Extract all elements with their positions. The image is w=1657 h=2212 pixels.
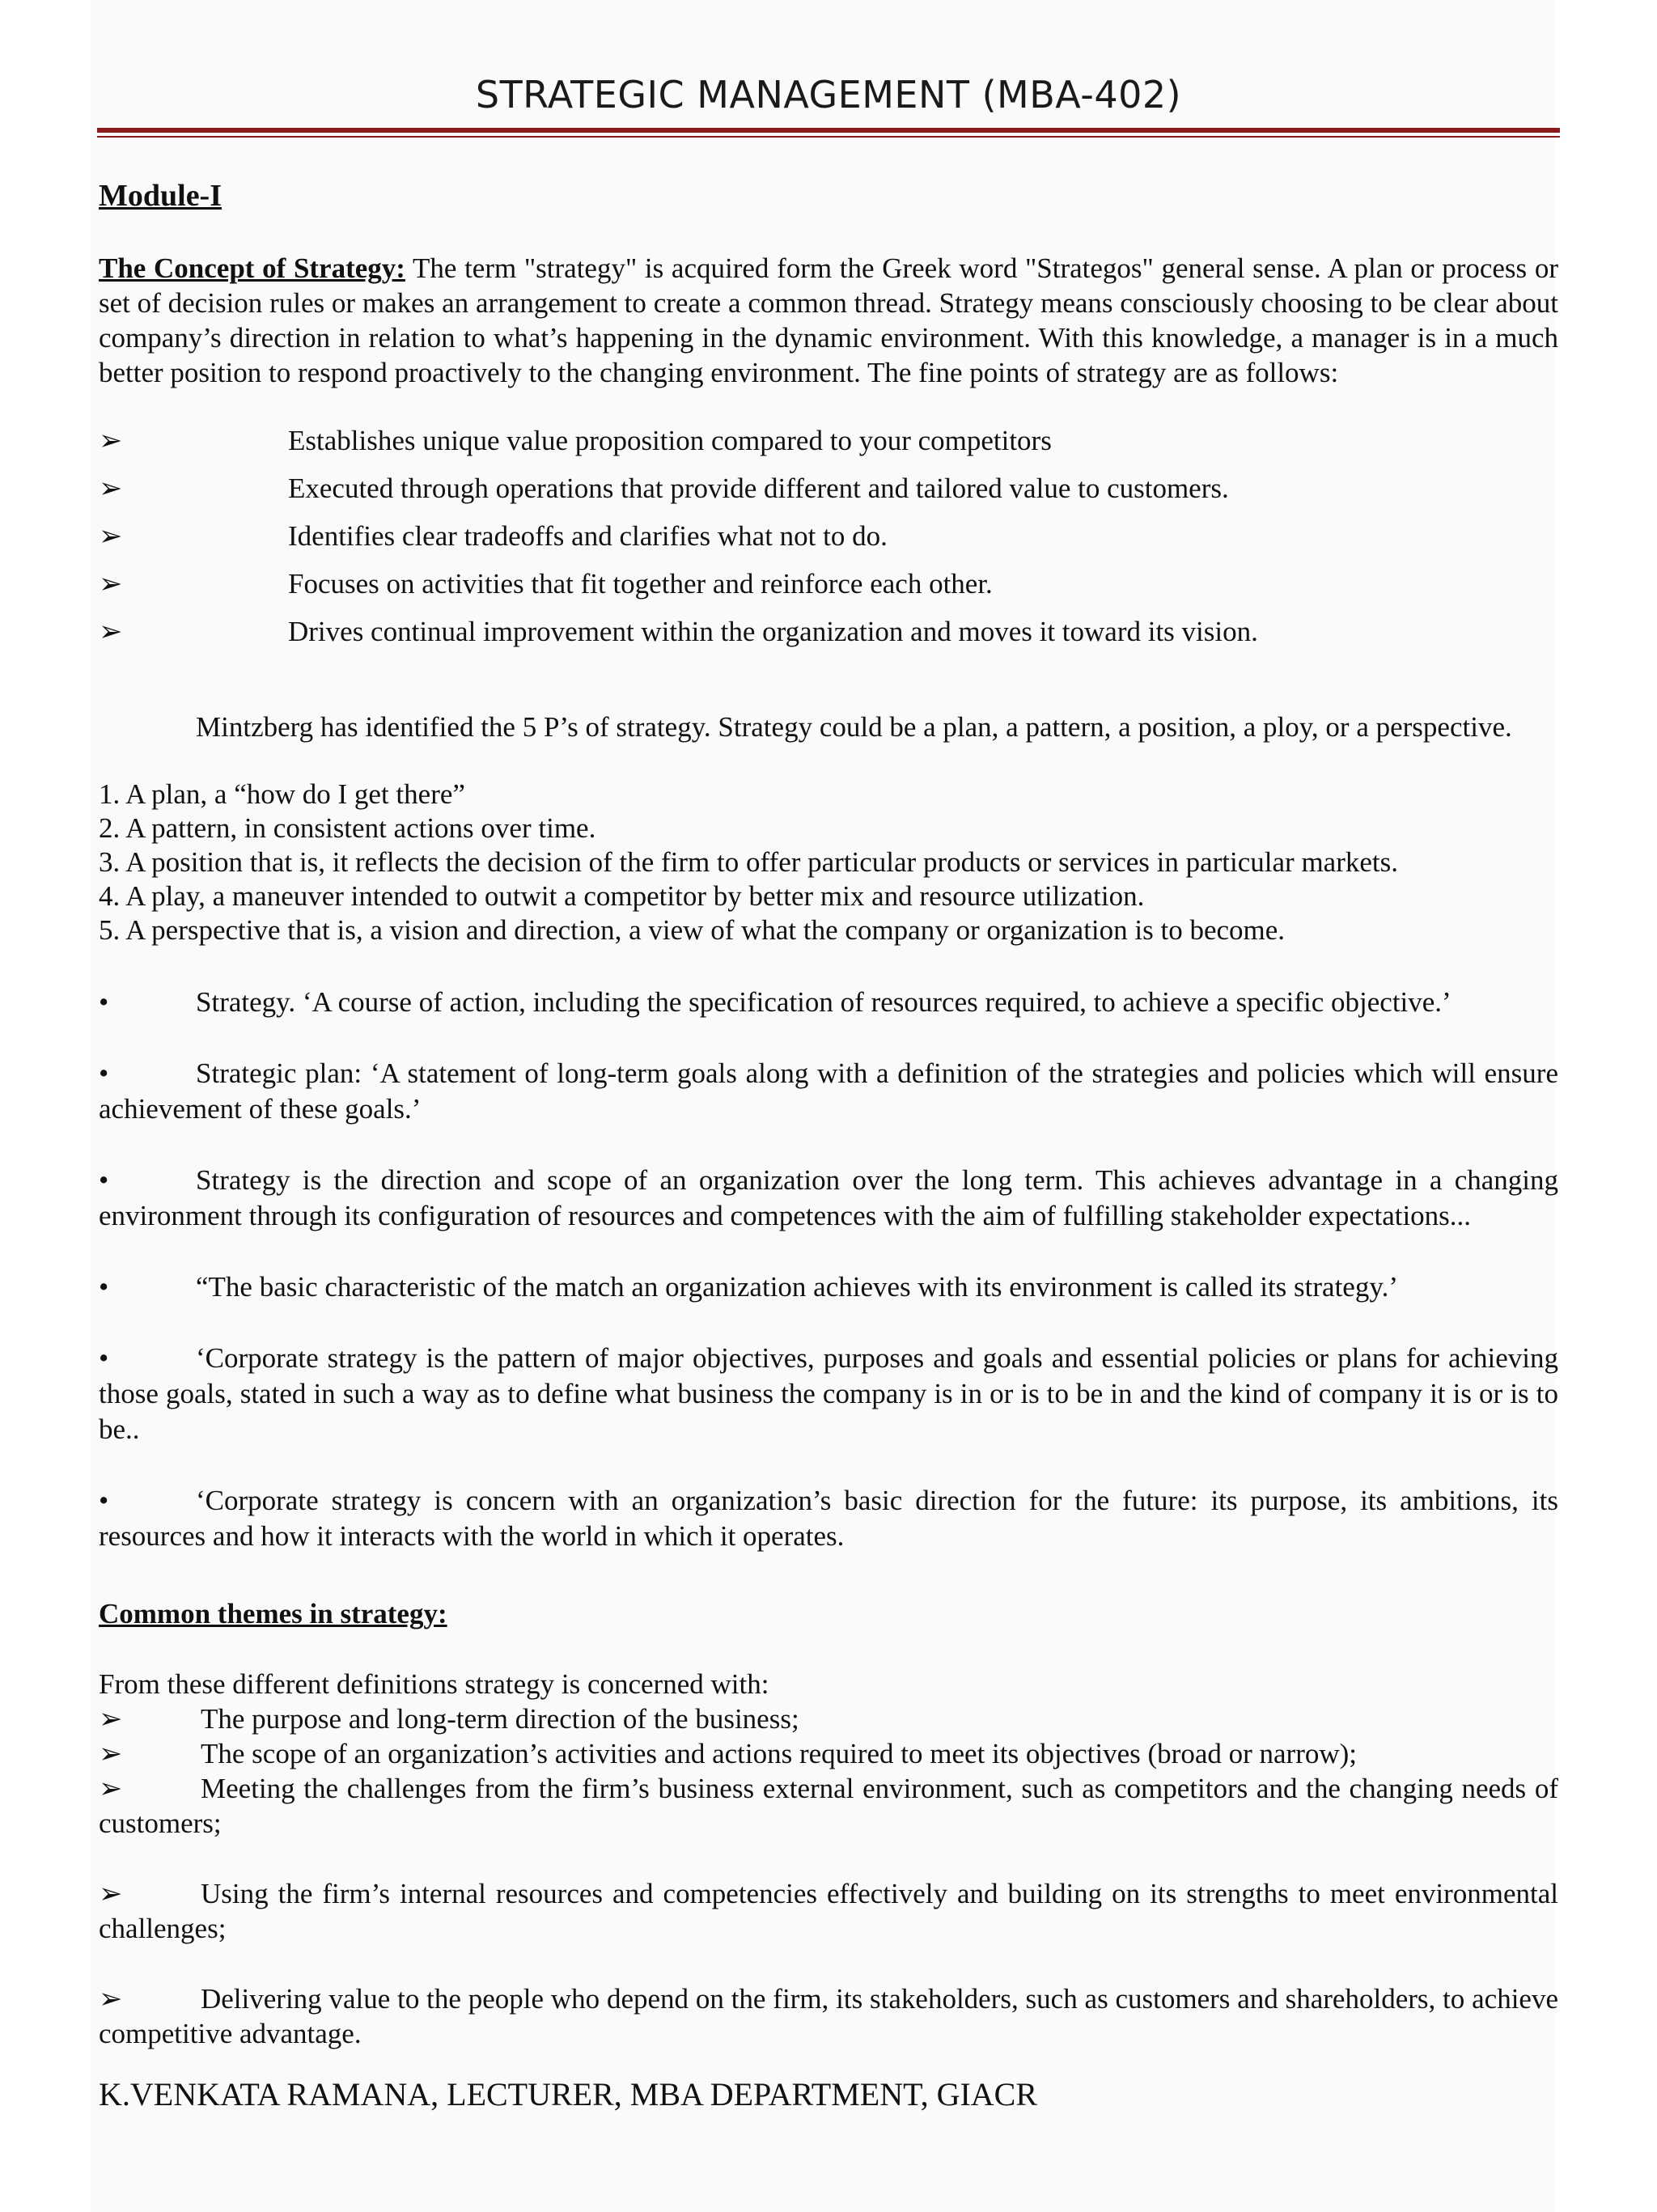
list-item: • Strategic plan: ‘A statement of long-term goals along with a definition of the strategies and policies which will ensure achievement of these goals.’ bbox=[99, 1057, 1558, 1125]
themes-heading: Common themes in strategy: bbox=[99, 1598, 447, 1629]
list-item: 2. A pattern, in consistent actions over time. bbox=[99, 812, 596, 844]
list-item: ➢ Using the firm’s internal resources and competencies effectively and building on its strengths to meet environmental challenges; bbox=[99, 1878, 1558, 1944]
bullet-dot-icon: • bbox=[99, 1342, 109, 1374]
list-item: ➢ Executed through operations that provide different and tailored value to customers. bbox=[99, 472, 1229, 504]
arrow-bullet-icon: ➢ bbox=[99, 1738, 123, 1769]
list-item: • ‘Corporate strategy is concern with an organization’s basic direction for the future: its purpose, its ambitions, its resources and how it interacts with the world in which it operates. bbox=[99, 1485, 1558, 1552]
bullet-dot-icon: • bbox=[99, 1485, 109, 1516]
header-rule-thin bbox=[97, 136, 1560, 138]
concept-lead: The Concept of Strategy: bbox=[99, 252, 405, 284]
module-heading: Module-I bbox=[99, 179, 222, 213]
arrow-bullet-icon: ➢ bbox=[99, 1703, 123, 1735]
list-item: ➢ Identifies clear tradeoffs and clarifies what not to do. bbox=[99, 520, 888, 552]
arrow-bullet-icon: ➢ bbox=[99, 520, 123, 552]
bullet-dot-icon: • bbox=[99, 986, 109, 1018]
list-item: • “The basic characteristic of the match an organization achieves with its environment is called its strategy.’ bbox=[99, 1269, 1558, 1305]
list-item: • Strategy is the direction and scope of an organization over the long term. This achieves advantage in a changing environment through its configuration of resources and competences with the aim of fulfilling stakeholder expectations... bbox=[99, 1164, 1558, 1231]
bullet-dot-icon: • bbox=[99, 1271, 109, 1303]
arrow-bullet-icon: ➢ bbox=[99, 1878, 123, 1909]
definitions-list bbox=[99, 985, 1558, 1590]
concept-paragraph bbox=[99, 251, 1558, 390]
arrow-bullet-icon: ➢ bbox=[99, 616, 123, 647]
header-rule-thick bbox=[97, 128, 1560, 133]
list-item: ➢ Meeting the challenges from the firm’s business external environment, such as competitors and the changing needs of customers; bbox=[99, 1773, 1558, 1839]
list-item: ➢ Delivering value to the people who depend on the firm, its stakeholders, such as customers and shareholders, to achieve competitive advantage. bbox=[99, 1983, 1558, 2049]
themes-intro: From these different definitions strategy is concerned with: bbox=[99, 1668, 769, 1700]
list-item: • Strategy. ‘A course of action, including the specification of resources required, to achieve a specific objective.’ bbox=[99, 985, 1558, 1020]
bullet-dot-icon: • bbox=[99, 1057, 109, 1089]
page-footer: K.VENKATA RAMANA, LECTURER, MBA DEPARTMENT, GIACR bbox=[99, 2076, 1038, 2112]
arrow-bullet-icon: ➢ bbox=[99, 1983, 123, 2015]
list-item: ➢ Establishes unique value proposition compared to your competitors bbox=[99, 425, 1052, 456]
themes-list bbox=[99, 1701, 1558, 2051]
arrow-bullet-icon: ➢ bbox=[99, 1773, 123, 1804]
list-item: ➢ Focuses on activities that fit together and reinforce each other. bbox=[99, 568, 993, 600]
list-item: 4. A play, a maneuver intended to outwit a competitor by better mix and resource utilization. bbox=[99, 880, 1145, 912]
page-title: STRATEGIC MANAGEMENT (MBA-402) bbox=[475, 73, 1182, 117]
list-item: 1. A plan, a “how do I get there” bbox=[99, 778, 465, 810]
list-item: • ‘Corporate strategy is the pattern of major objectives, purposes and goals and essential policies or plans for achieving those goals, stated in such a way as to define what business the company is in or is to be in and the kind of company it is or is to be.. bbox=[99, 1342, 1558, 1445]
arrow-bullet-icon: ➢ bbox=[99, 472, 123, 504]
fine-points-list bbox=[99, 423, 1558, 662]
list-item: 3. A position that is, it reflects the decision of the firm to offer particular products or services in particular markets. bbox=[99, 846, 1398, 878]
list-item: ➢ Drives continual improvement within the organization and moves it toward its vision. bbox=[99, 616, 1258, 647]
arrow-bullet-icon: ➢ bbox=[99, 425, 123, 456]
arrow-bullet-icon: ➢ bbox=[99, 568, 123, 600]
concept-text: The term "strategy" is acquired form the Greek word "Strategos" general sense. A plan or process or set of decision rules or makes an arrangement to create a common thread. Strategy means consciously choosing to be clear about company’s direction in relation to what’s happening in the dynamic environment. With this knowledge, a manager is in a much better position to respond proactively to the changing environment. The fine points of strategy are as follows: bbox=[99, 252, 1559, 388]
mintzberg-paragraph: Mintzberg has identified the 5 P’s of strategy. Strategy could be a plan, a pattern, a position, a ploy, or a perspective. bbox=[196, 711, 1512, 743]
list-item: ➢ The scope of an organization’s activities and actions required to meet its objectives (broad or narrow); bbox=[99, 1738, 1358, 1769]
bullet-dot-icon: • bbox=[99, 1164, 109, 1196]
list-item: 5. A perspective that is, a vision and direction, a view of what the company or organization is to become. bbox=[99, 914, 1286, 946]
five-ps-list bbox=[99, 778, 1558, 947]
list-item: ➢ The purpose and long-term direction of the business; bbox=[99, 1703, 799, 1735]
